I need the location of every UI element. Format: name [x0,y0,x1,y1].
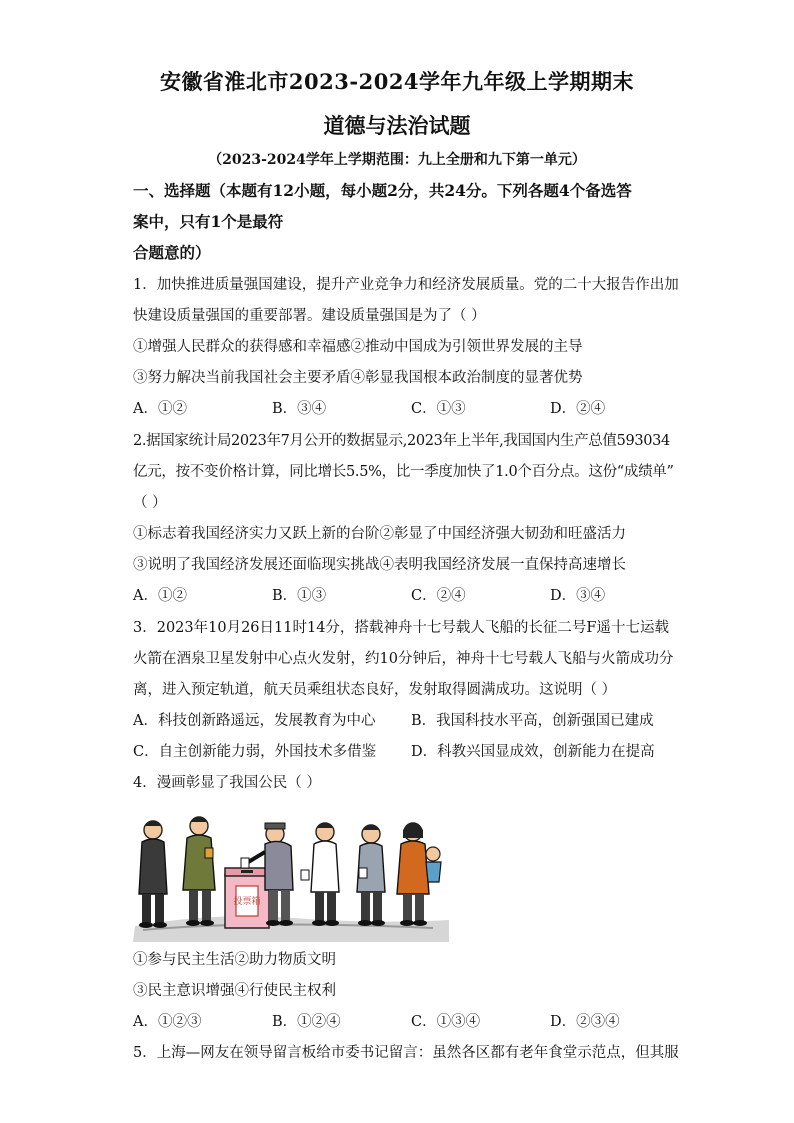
section-heading-line3: 合题意的） [133,243,211,262]
q1-option-a[interactable]: A．①② [133,401,187,417]
q3-option-d[interactable]: D．科教兴国显成效，创新能力在提高 [411,744,655,760]
q2-option-a[interactable]: A．①② [133,588,187,604]
q2-option-c[interactable]: C．②④ [411,588,466,604]
q4-option-c[interactable]: C．①③④ [411,1014,481,1030]
q4-stem: 4．漫画彰显了我国公民（ ） [133,775,321,791]
q2-stem-line2: 亿元，按不变价格计算，同比增长5.5%，比一季度加快了1.0个百分点。这份“成绩单” [133,464,674,480]
q4-option-a[interactable]: A．①②③ [133,1014,202,1030]
q3-option-b[interactable]: B．我国科技水平高，创新强国已建成 [411,713,654,729]
q1-option-b[interactable]: B．③④ [272,401,327,417]
section-heading-line2: 案中，只有1个是最符 [133,212,284,231]
q2-stem-line1: 2.据国家统计局2023年7月公开的数据显示,2023年上半年,我国国内生产总值593034 [133,433,670,449]
q2-option-b[interactable]: B．①③ [272,588,327,604]
q3-option-a[interactable]: A．科技创新路遥远，发展教育为中心 [133,713,376,729]
exam-title: 安徽省淮北市2023-2024学年九年级上学期期末 [159,69,635,94]
q3-stem-line2: 火箭在酒泉卫星发射中心点火发射，约10分钟后，神舟十七号载人飞船与火箭成功分 [133,651,674,667]
exam-subject: 道德与法治试题 [323,113,471,138]
q5-stem-line1: 5．上海—网友在领导留言板给市委书记留言：虽然各区都有老年食堂示范点，但其服 [133,1045,679,1061]
q4-option-b[interactable]: B．①②④ [272,1014,341,1030]
ballot-box-label: 投票箱 [233,897,261,907]
q1-statements-1: ①增强人民群众的获得感和幸福感②推动中国成为引领世界发展的主导 [133,339,583,355]
q1-statements-2: ③努力解决当前我国社会主要矛盾④彰显我国根本政治制度的显著优势 [133,370,583,386]
q2-statements-1: ①标志着我国经济实力又跃上新的台阶②彰显了中国经济强大韧劲和旺盛活力 [133,526,626,542]
voting-cartoon [133,808,451,942]
exam-scope: （2023-2024学年上学期范围：九上全册和九下第一单元） [208,152,586,168]
q1-stem-line1: 1．加快推进质量强国建设，提升产业竞争力和经济发展质量。党的二十大报告作出加 [133,277,679,293]
q3-option-c[interactable]: C．自主创新能力弱，外国技术多借鉴 [133,744,377,760]
q3-stem-line1: 3．2023年10月26日11时14分，搭载神舟十七号载人飞船的长征二号F遥十七运载 [133,620,669,636]
q1-option-c[interactable]: C．①③ [411,401,466,417]
q1-stem-line2: 快建设质量强国的重要部署。建设质量强国是为了（ ） [133,308,486,324]
voting-cartoon-illustration [133,808,451,942]
q4-statements-1: ①参与民主生活②助力物质文明 [133,952,336,968]
q3-stem-line3: 离，进入预定轨道，航天员乘组状态良好，发射取得圆满成功。这说明（ ） [133,682,617,698]
q4-statements-2: ③民主意识增强④行使民主权利 [133,983,336,999]
q2-statements-2: ③说明了我国经济发展还面临现实挑战④表明我国经济发展一直保持高速增长 [133,557,626,573]
q2-stem-line3: （ ） [133,495,167,511]
q4-option-d[interactable]: D．②③④ [550,1014,620,1030]
section-heading-line1: 一、选择题（本题有12小题，每小题2分，共24分。下列各题4个备选答 [133,181,632,200]
q1-option-d[interactable]: D．②④ [550,401,606,417]
q2-option-d[interactable]: D．③④ [550,588,606,604]
